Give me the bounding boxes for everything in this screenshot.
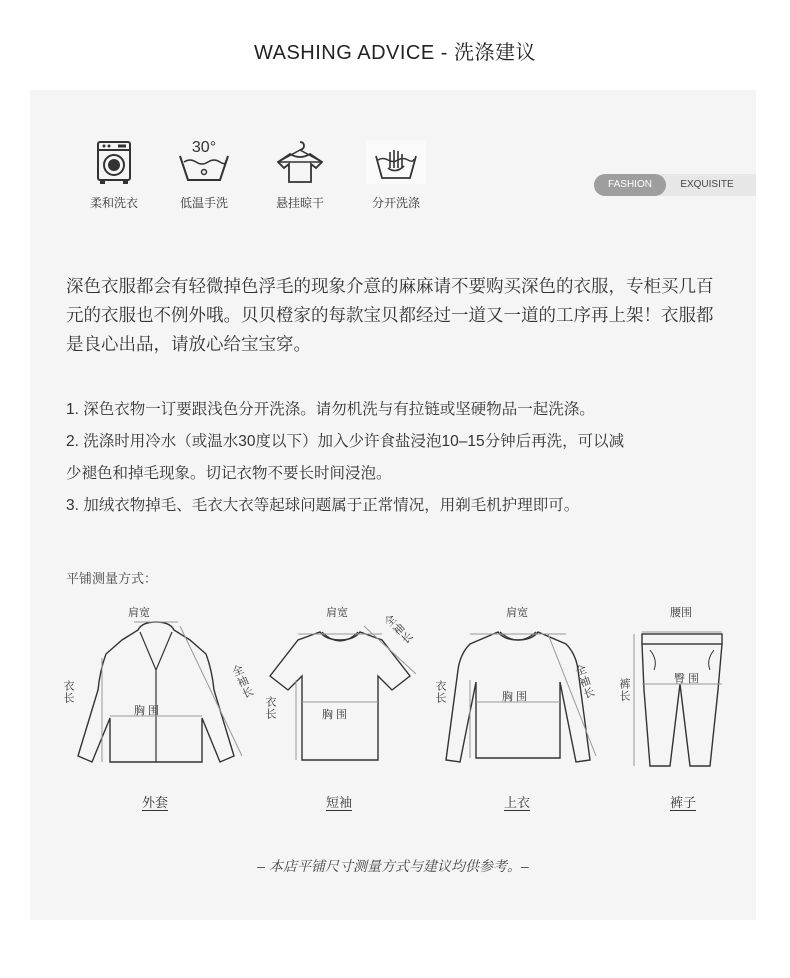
pants-diagram (618, 607, 738, 810)
shoulder-label: 肩宽 (128, 607, 150, 619)
basin-30-icon (172, 138, 236, 186)
care-icon-item (168, 138, 240, 211)
length-label: 衣长 (264, 696, 276, 720)
sleeve-label: 全袖长 (572, 663, 596, 701)
icon-label: 低温手洗 (179, 196, 228, 210)
care-icons (78, 138, 438, 218)
fashion-tag: FASHION (594, 174, 666, 196)
garment-name: 上衣 (504, 795, 531, 810)
hand-wash-icon (364, 138, 428, 186)
pants-drawing (618, 610, 738, 790)
washing-machine-icon (92, 138, 136, 186)
care-icon-item (78, 138, 150, 211)
temperature-label: 30° (191, 139, 217, 156)
shoulder-label: 肩宽 (506, 607, 528, 619)
waist-label: 腰围 (670, 607, 692, 619)
chest-label: 胸 围 (134, 705, 160, 717)
care-icon-item (360, 138, 432, 211)
care-panel (30, 90, 756, 920)
sleeve-label: 全袖长 (381, 612, 415, 648)
measure-title: 平铺测量方式： (66, 571, 158, 586)
jacket-diagram (56, 607, 256, 810)
hanger-shirt-icon (270, 138, 330, 186)
care-note: 2. 洗涤时用冷水（或温水30度以下）加入少许食盐浸泡10–15分钟后再洗，可以减 (66, 433, 625, 450)
icon-label: 悬挂晾干 (275, 196, 324, 210)
care-note: 1. 深色衣物一订要跟浅色分开洗涤。请勿机洗与有拉链或坚硬物品一起洗涤。 (66, 401, 595, 418)
care-icon-item (264, 138, 336, 211)
shoulder-label: 肩宽 (326, 607, 348, 619)
garment-name: 裤子 (670, 795, 697, 810)
tshirt-diagram (260, 607, 430, 810)
icon-label: 分开洗涤 (371, 196, 420, 210)
hip-label: 臀 围 (674, 673, 700, 685)
garment-name: 短袖 (326, 795, 353, 810)
jacket-drawing (56, 610, 256, 790)
care-note: 少褪色和掉毛现象。切记衣物不要长时间浸泡。 (66, 465, 392, 482)
footer-note: – 本店平铺尺寸测量方式与建议均供参考。– (257, 858, 529, 874)
care-note: 3. 加绒衣物掉毛、毛衣大衣等起球问题属于正常情况，用剃毛机护理即可。 (66, 497, 580, 514)
garment-name: 外套 (142, 795, 169, 810)
length-label: 衣长 (62, 680, 74, 704)
icon-label: 柔和洗衣 (89, 196, 138, 210)
page-title: WASHING ADVICE - 洗涤建议 (253, 42, 536, 64)
care-notes (66, 394, 726, 522)
chest-label: 胸 围 (502, 691, 528, 703)
length-label: 衣长 (434, 680, 446, 704)
exquisite-tag: EXQUISITE (658, 174, 756, 196)
length-label: 裤长 (618, 678, 630, 702)
intro-text: 深色衣服都会有轻微掉色浮毛的现象介意的麻麻请不要购买深色的衣服，专柜买几百元的衣服也不例外哦。贝贝橙家的每款宝贝都经过一道又一道的工序再上架！衣服都是良心出品，请放心给宝宝穿。 (66, 276, 714, 354)
sleeve-label: 全袖长 (229, 663, 255, 701)
top-diagram (428, 607, 608, 810)
chest-label: 胸 围 (322, 709, 348, 721)
measure-diagrams (30, 607, 756, 810)
